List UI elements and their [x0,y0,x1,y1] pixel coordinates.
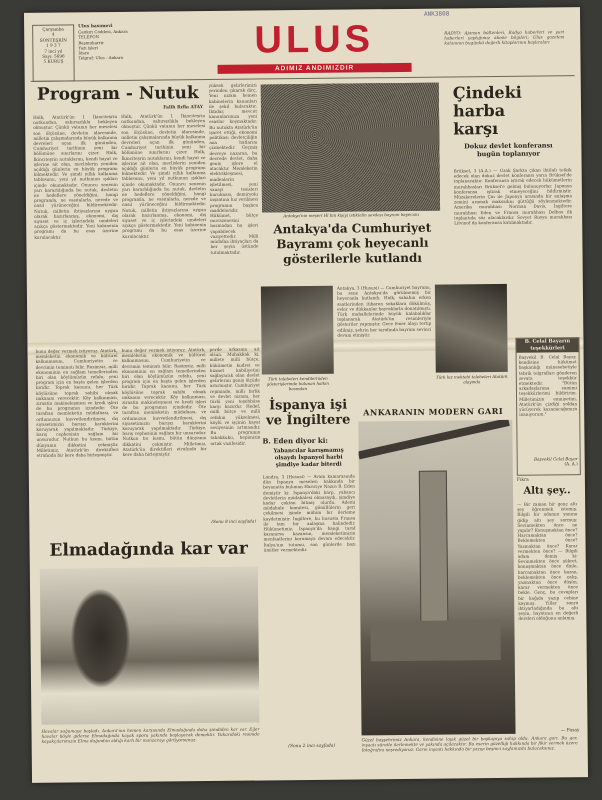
ispanya-title: İspanya işi ve İngiltere [266,397,351,429]
mid-column-text: yüksek gelirlerimizi yerinden çıkarak dirç, Yeni nizam hemen kabinelerin kanunları ile şekil bulacaktır. İktidar, mevcut kanunlarımıza yeni esaslar koymaktadır. Bu nutukta Atatürk'ün işaret ettiği, ekonomi politikası devletçiliğin ana hatlarını çizmektedir. Geçmiş devreye nazaran, bu devrede devlet, daha geniş işlere el atacaktır. Memleketin elektrikleşmesi, madenlerin işletilmesi, yeni sanayi tesisleri kurulması, demiryolu inşaatına hız verilmesi programın başlıca maddeleridir. Hükümet, bütçe muvazenesini bozmadan bu işleri yapabilecek vaziyettedir. Milli müdafaa ihtiyaçları da her şeyin üstünde tutulmaktadır. [208,82,259,255]
program-text: Halk, Atatürk'ün 1 İkinciteşrin nutkundan, sabırsızlıkla bekleyen olmuştur. Çünkü vatanın her meselesi son ölçüsüne, devletin idaresinde, milletin çalışmalarında büyük kalkınma devreleri açan ilk gününden, Cumhuriyet tarihinin yeni bir bölümüne sınırlarını çizer. Halk, İkinciteşrin nutuklarını, kendi hayat ve işlerine ait olan, meclislerin yeniden açıldığı günlerin en büyük programı bilmektedir. Ve şimdi yıllık kalkınma tablosunu, yeni yıl nutkunun ışıkları içinde okumaktadır. Onuncu senenin yarı kararlılığında bu nutuk, devletin ne hedeflere yöneldiğini, hangi programla, ne vasıtalarla, nerede ve nasıl yürüneceğini bildirmektedir. Nutuk, milletin ihtiyaçlarına uygun olarak hazırlanmış, ekonomi, dış siyaset ve iç işlerindeki umdeleri açıkça göstermektedir. Yeni kabinenin programı da bu esas üzerine kurulacaktır. [33,113,119,240]
masthead-title: ULUS [254,18,375,62]
alti-source: Fıkra [516,477,529,483]
celal-box-source: (A. A.) [564,461,578,467]
gar-bridge [358,420,510,460]
celal-box-title: B. Celal Bayarın teşekkürleri [516,338,578,353]
cin-title: Çindeki harba karşı [452,82,522,139]
alti-title: Altı şey.. [523,485,571,497]
elmadag-tree [70,588,131,689]
antakya-headline: Antakya'da Cumhuriyet Bayramı çok heyecanlı gösterilerle kutlandı [273,220,432,267]
bottom-mid-more: (Sonu 8 inci sayfada) [211,518,257,524]
right-ear: RADYO: Ajansın bültenleri, Radyo haberleri ve yurt haberleri yaptığımız abone bilgileri; Ulus gazetesi kalanının bugünkü değerli kitaplarının başlıcaları [444,29,565,46]
gar-building [370,620,500,661]
masthead-motto: ADIMIZ ANDIMIZDIR [218,63,412,74]
alti-text: — Bir zaman bir genç altı şey öğrenmek istemiş. Bilgili bir adamın yanına gidip altı şey sormuş: Sevinmekten önce ne yapılır? Konuşmaktan önce? Harcamaktan önce? Beklemekten önce? Yazmaktan önce? Karar vermekten önce? — Bilgili adam demiş ki: Sevinmekten önce şükret, konuşmaktan önce dinle, harcamaktan önce kazan, beklemekten önce çalış, yazmaktan önce düşün, karar vermekten önce bekle. Genç, bu cevapları bir kağıda yazıp cebine koymuş. Yıllar sonra ihtiyarladığında bu altı şeyin, hayatının en değerli dersleri olduğunu anlamış. [517,501,579,622]
bottom-mid-text: perde arkasına ait olsun. Muhakkak ki, millete milli bütçe, hükümetin kudret ve hizmet kabiliyetini sağlayacak olan devlet gelirlerini geniş ölçüde artırmıştır. Cumhuriyet rejiminde, milli birlik ve devlet nizamı, her türlü yeni teşebbüse karşı hazırdır. Hedef, milli bütçe ve milli refahın yükselmesi, köylü ve işçinin hayat seviyesinin artmasıdır. Bu programın tahakkuku, hepimizin ortak vazifesidir. [209,346,261,446]
ispanya-subtitle: Yabancılar karışmamış olsaydı İspanyol harbi şimdiye kadar biterdi [273,447,344,469]
elmadag-photo [40,567,260,725]
gar-photo [358,420,515,736]
elmadag-title: Elmadağında kar var [49,538,248,561]
gar-title: ANKARANIN MODERN GARI [363,405,504,418]
center-ear [78,23,189,78]
antakya-crowd-caption: Antakya'nın meşeri Hl bin kişiyi istiklalin sevdası bayram heyecanı [283,211,419,219]
cin-subtitle: Dokuz devlet konferansı bugün toplanıyor [464,141,553,159]
left-ear-box: Çarşamba 4 SONTEŞRİN 1 9 3 7 7 inci yıl Sayı: 5698 5 KURUŞ [32,24,75,81]
ispanya-more: (Sonu 2 inci sayfada) [288,743,336,750]
program-title: Program - Nutuk [36,83,199,105]
antakya-photo-right-caption: Türk kız mektebi talebeleri Atatürk alayında [435,373,508,385]
ispanya-subhead: B. Eden diyor ki: [262,435,329,446]
alti-signature: — Fasay [560,728,580,734]
elmadag-caption: Havalar soğumaya başladı. Ankara'nın hemen karşısında Elmadağında daha şimdiden kar var. Eğer havalar böyle giderse Elmadağında kayak sporu yakında başlayacak demektir. Yukarıdaki resimde kayakçılarımızın Elma dağından aldığı karlı bir manzarayı görüyorsunuz. [41,726,260,745]
corner-note: ANK3808 [423,10,450,18]
antakya-photo-left [261,286,334,375]
celal-box [515,337,580,476]
gar-tower [419,471,449,623]
celal-box-signature: Başvekil Celal Bayar [533,456,578,462]
bottom-left-text-col2: bunu değer vermek istiyoruz. Atatürk, memleketin ekonomik ve kültürel kalkınmasını, Cumhuriyetin ve devrimin teminatı bilir. Rasimsiz, milli ekonominin en sağlam temellerinden biri olan köylümüzün refahı, yeni program için en başta gelen işlerden biridir. Toprak kanunu, her Türk köylüsüne toprak sahibi olmak imkanını verecektir. Köy kalkınması, ziraatin makineleşmesi ve kredi işleri de bu programın içindedir. Öte taraftan memleketin müdafaası, ve ordumuzun kuvvetlendirilmesi, dış siyasetimizin barışçı karakterini koruyarak yapılmaktadır. Türkiye, barış cephesinin sağlam bir unsurudur. Nutkun bu kısmı, bütün dünyanın dikkatini çekmiştir. Milletimiz, Atatürk'ün direktifleri etrafında bir kere daha birleşmiştir. [121,347,207,457]
ispanya-text: Londra, 3 (Hususi) — Avam kamarasında dün İspanya meselesi hakkında bir beyanatta bulunan Hariciye Nazırı B. Eden demiştir ki: İspanya'daki harp, yabancı devletlerin müdahalesi olmasaydı, şimdiye kadar çoktan bitmiş olurdu. Ademi müdahale komitesi, gönüllülerin geri çekilmesi işinde mühim bir ilerleme kaydetmiştir. İngiltere, bu hususta Fransa ile tam bir anlaşma halindedir. Hükümetimiz, İspanya'da hangi taraf kazanırsa kazansın, memleketimizin menfaatlerini korumaya devam edecektir. İtalya'nın tutumu, son günlerde bazı ümitler vermektedir. [262,473,356,553]
antakya-photo-left-caption: Türk talebeleri kendilerinden gösterişlerinde bulunan halkın basından [266,375,329,392]
center-ear-lines: Çankırı Caddesi, Ankara TELEFON Başmuharrir Yazı işleri İdare Telgraf: Ulus - Ankara [78,29,128,61]
antakya-crowd-photo [261,83,440,213]
gar-caption: Güzel başşehrimiz Ankara, kendisine layık güzel bir başkapıya sahip oldu. Ankara garı. Bu gar, inşaatı süratle ilerlemekte ve yakında açılacaktır. Bu eserin güzelliği hakkında bir fikir vermek üzere fotoğrafını neşrediyoruz. Garın inşaatı hakkında bir yazıyı beşinci sayfamızda bulacaksınız. [361,735,578,753]
cin-text: Brüksel, 3 (A.A.) — Uzak Şarkta çıkan ihtilafı tetkik edecek olan dokuz devlet konferansı yarın Brüksel'de toplanacaktır. Konferansa iştirak edecek hükümetlerin murahhasları Brüksel'e gelmiş bulunuyorlar. Japonya konferansa iştirak etmeyeceğini bildirmiştir. Müzakerelerin Çin ile Japonya arasında bir anlaşma zemini aramak maksadını güttüğü söylenmektedir. Amerika murahhası Norman Davis, İngiltere murahhası Eden ve Fransa murahhası Delbos ilk toplantıda söz alacaklardır. Sovyet Rusya murahhası Litvinof da konferansa katılmaktadır. [453,167,573,226]
antakya-text: Antakya, 3 (Hususi) — Cumhuriyet bayramı, bu sene Antakya'da görülmemiş bir heyecanla kutlandı. Halk, sabahın erken saatlerinden itibaren sokaklara dökülmüş, evler ve dükkanlar bayraklarla donatılmıştı. Türk mahallelerinde büyük kalabalıklar toplanarak Atatürk'ün resimleriyle gösteriler yapmıştır. Gece fener alayı tertip edilmiş, şehrin her tarafında bayram sevinci devam etmiştir. [336,284,432,338]
bottom-left-text: bunu değer vermek istiyoruz. Atatürk, memleketin ekonomik ve kültürel kalkınmasını, Cumhuriyetin ve devrimin teminatı bilir. Rasimsiz, milli ekonominin en sağlam temellerinden biri olan köylümüzün refahı, yeni program için en başta gelen işlerden biridir. Toprak kanunu, her Türk köylüsüne toprak sahibi olmak imkanını verecektir. Köy kalkınması, ziraatin makineleşmesi ve kredi işleri de bu programın içindedir. Öte taraftan memleketin müdafaası, ve ordumuzun kuvvetlendirilmesi, dış siyasetimizin barışçı karakterini koruyarak yapılmaktadır. Türkiye, barış cephesinin sağlam bir unsurudur. Nutkun bu kısmı, bütün dünyanın dikkatini çekmiştir. Milletimiz, Atatürk'ün direktifleri etrafında bir kere daha birleşmiştir. [35,347,119,458]
center-ear-title: Ulus basımevi [78,24,113,30]
newspaper-page [24,7,588,783]
program-text-col2: Halk, Atatürk'ün 1 İkinciteşrin nutkundan, sabırsızlıkla bekleyen olmuştur. Çünkü vatanın her meselesi son ölçüsüne, devletin idaresinde, milletin çalışmalarında büyük kalkınma devreleri açan ilk gününden, Cumhuriyet tarihinin yeni bir bölümüne sınırlarını çizer. Halk, İkinciteşrin nutuklarını, kendi hayat ve işlerine ait olan, meclislerin yeniden açıldığı günlerin en büyük programı bilmektedir. Ve şimdi yıllık kalkınma tablosunu, yeni yıl nutkunun ışıkları içinde okumaktadır. Onuncu senenin yarı kararlılığında bu nutuk, devletin ne hedeflere yöneldiğini, hangi programla, ne vasıtalarla, nerede ve nasıl yürüneceğini bildirmektedir. Nutuk, milletin ihtiyaçlarına uygun olarak hazırlanmış, ekonomi, dış siyaset ve iç işlerindeki umdeleri açıkça göstermektedir. Yeni kabinenin programı da bu esas üzerine kurulacaktır. [121,113,207,239]
program-byline: Falih Rıfkı ATAY [163,105,204,111]
celal-box-text: Başvekil B. Celal Bayar, kendisine hükümet başkanlığı münasebetiyle tebrik telgrafları gönderen zevata teşekkür etmektedir. "Bütün arkadaşlarıma samimi teşekkürlerimi bildiririm. Milletimizin emniyetini, Atatürk'ün çizdiği yoldan yürüyerek kazanacağımıza inanıyorum." [518,354,578,418]
